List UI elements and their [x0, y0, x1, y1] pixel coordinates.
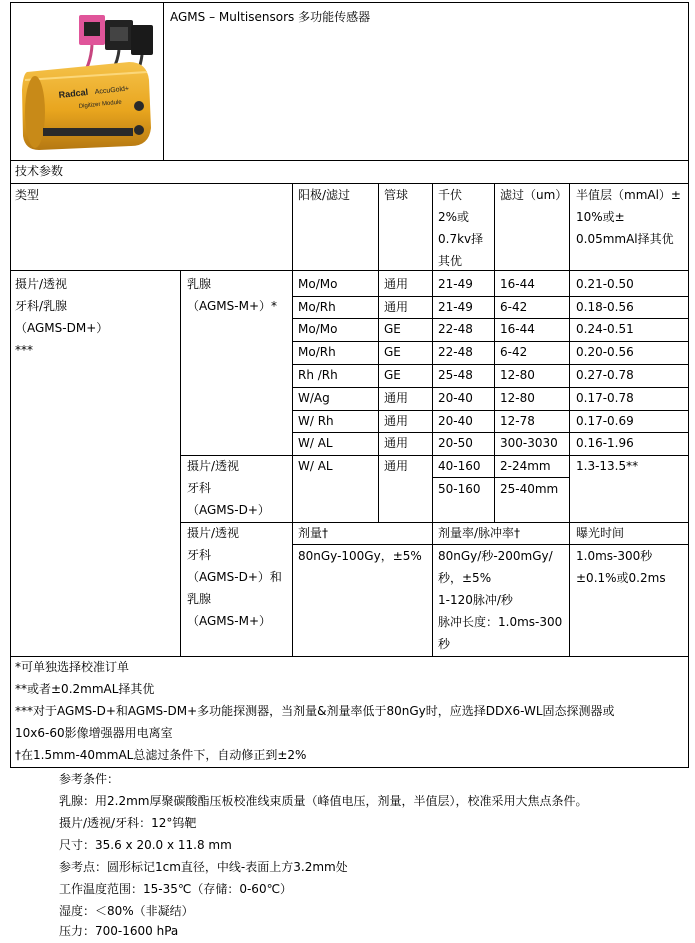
section-title: 技术参数: [15, 164, 64, 178]
page-title: AGMS – Multisensors 多功能传感器: [170, 10, 371, 24]
col-header-filter: 滤过（um）: [500, 188, 568, 202]
dose-value: 80nGy-100Gy，±5%: [298, 549, 422, 563]
photo-label-1: AccuGold+: [94, 85, 130, 96]
col-header-anode: 阳极/滤过: [298, 188, 351, 202]
photo-brand-text: Radcal: [58, 86, 89, 100]
multisensor-device-photo: [19, 10, 159, 158]
exposure-time-header: 曝光时间: [576, 526, 625, 540]
col-header-type: 类型: [15, 188, 40, 202]
col-header-tube: 管球: [384, 188, 409, 202]
photo-label-2: Digitizer Module: [78, 99, 123, 110]
dose-rate-header: 剂量率/脉冲率†: [438, 526, 521, 540]
dose-header: 剂量†: [298, 526, 329, 540]
